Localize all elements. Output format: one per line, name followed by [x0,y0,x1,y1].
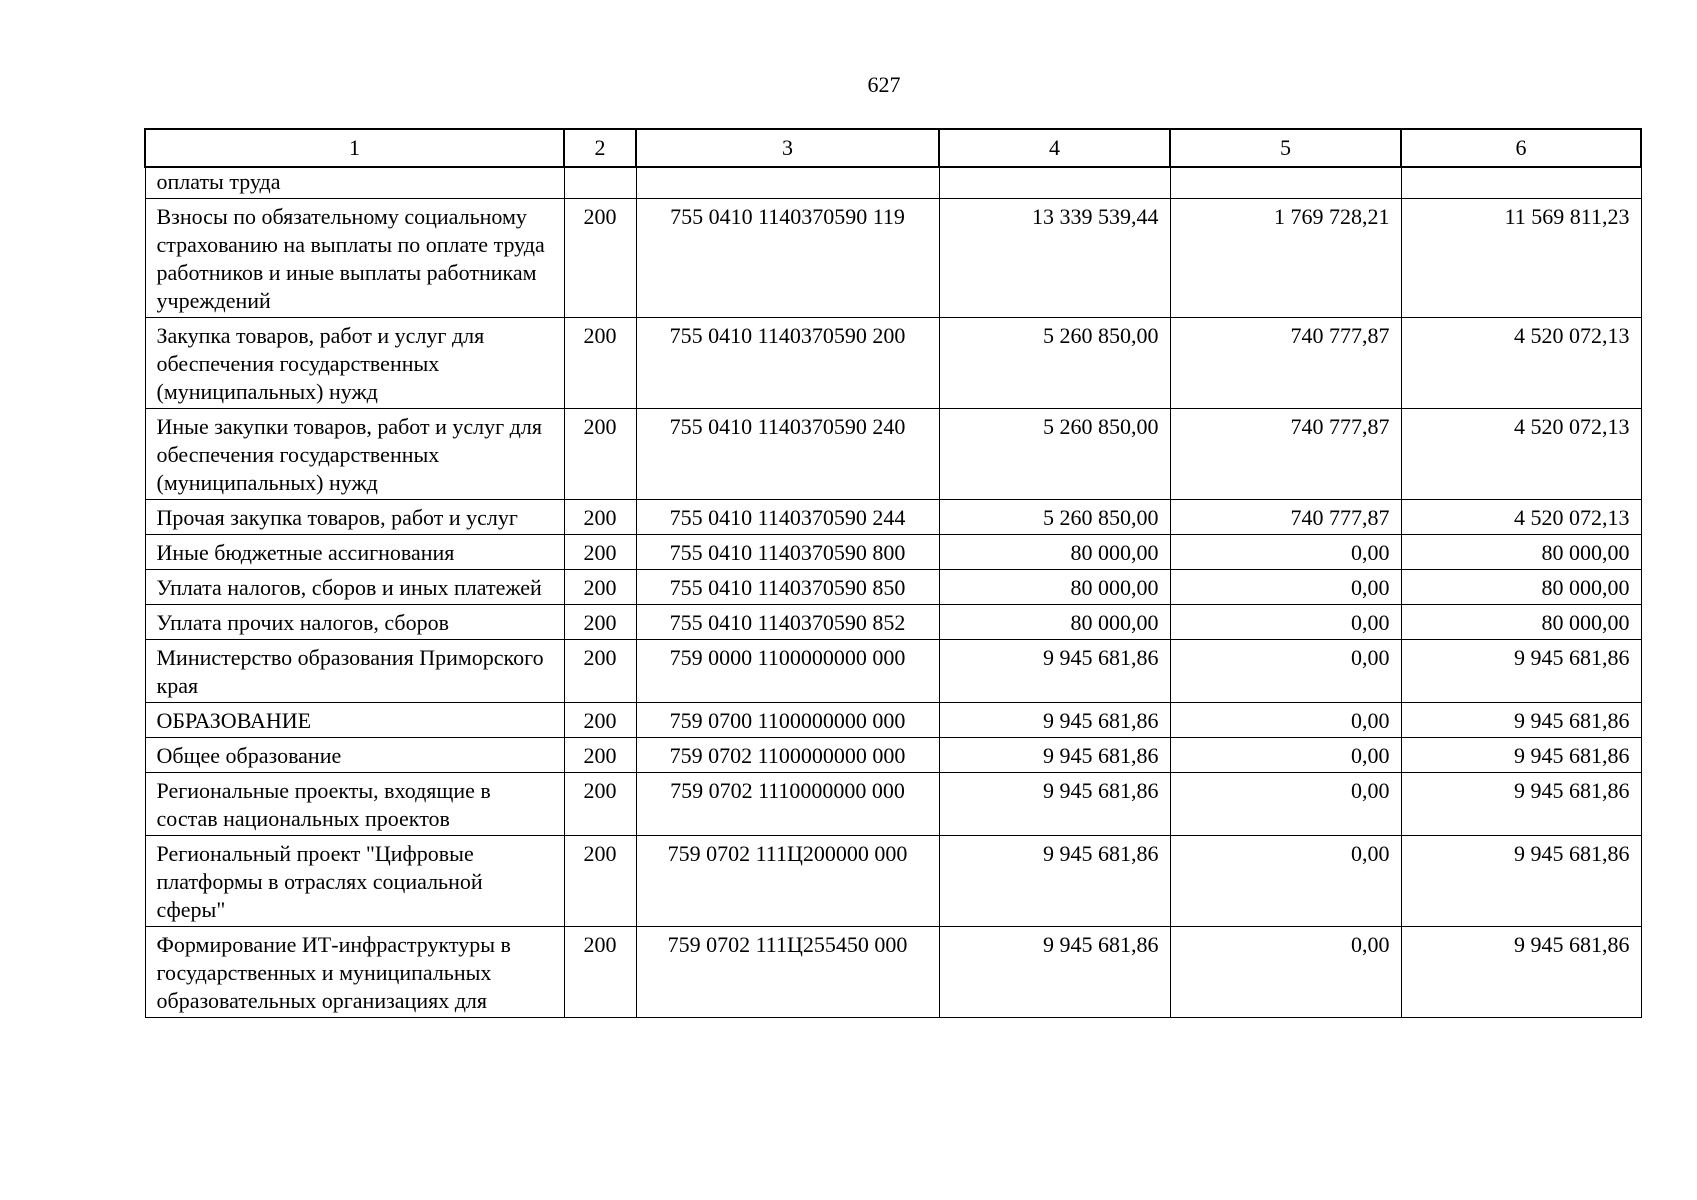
row-code: 200 [564,570,636,605]
row-value-5: 0,00 [1170,535,1401,570]
header-cell: 1 [145,129,564,167]
row-code: 200 [564,199,636,318]
row-kbk: 759 0702 1110000000 000 [636,773,939,836]
row-value-5: 0,00 [1170,927,1401,1018]
row-value-6: 11 569 811,23 [1401,199,1641,318]
header-cell: 5 [1170,129,1401,167]
row-code: 200 [564,535,636,570]
row-kbk: 755 0410 1140370590 850 [636,570,939,605]
row-name: Иные бюджетные ассигнования [145,535,564,570]
row-value-6: 80 000,00 [1401,570,1641,605]
row-name: Региональный проект "Цифровые платформы в отраслях социальной сферы" [145,836,564,927]
budget-table [144,128,1642,1018]
row-value-6: 9 945 681,86 [1401,738,1641,773]
row-code: 200 [564,927,636,1018]
row-value-5: 0,00 [1170,605,1401,640]
table-row [145,500,1641,535]
table-header-row [145,129,1641,167]
table-row [145,927,1641,1018]
row-name: Министерство образования Приморского края [145,640,564,703]
row-code: 200 [564,738,636,773]
row-kbk [636,167,939,199]
row-name: Иные закупки товаров, работ и услуг для обеспечения государственных (муниципальных) нужд [145,409,564,500]
row-code: 200 [564,605,636,640]
row-value-4: 5 260 850,00 [939,500,1170,535]
row-code: 200 [564,640,636,703]
row-kbk: 755 0410 1140370590 200 [636,318,939,409]
row-value-4: 80 000,00 [939,535,1170,570]
row-kbk: 755 0410 1140370590 119 [636,199,939,318]
row-value-6: 9 945 681,86 [1401,640,1641,703]
row-value-4: 80 000,00 [939,570,1170,605]
row-name: Закупка товаров, работ и услуг для обеспечения государственных (муниципальных) нужд [145,318,564,409]
page-number: 627 [867,72,901,97]
row-value-5: 0,00 [1170,640,1401,703]
header-cell: 6 [1401,129,1641,167]
row-value-4: 5 260 850,00 [939,318,1170,409]
row-value-4: 9 945 681,86 [939,703,1170,738]
row-value-6: 9 945 681,86 [1401,773,1641,836]
row-value-5: 0,00 [1170,738,1401,773]
row-kbk: 759 0702 111Ц200000 000 [636,836,939,927]
table-row [145,640,1641,703]
row-code: 200 [564,703,636,738]
row-value-5 [1170,167,1401,199]
row-kbk: 759 0702 111Ц255450 000 [636,927,939,1018]
row-value-6: 9 945 681,86 [1401,927,1641,1018]
table-row [145,703,1641,738]
row-value-5: 0,00 [1170,570,1401,605]
row-value-6: 9 945 681,86 [1401,836,1641,927]
row-value-6: 9 945 681,86 [1401,703,1641,738]
row-value-4: 80 000,00 [939,605,1170,640]
row-value-5: 0,00 [1170,836,1401,927]
row-code: 200 [564,409,636,500]
row-value-6: 80 000,00 [1401,535,1641,570]
row-value-6: 80 000,00 [1401,605,1641,640]
row-value-5: 740 777,87 [1170,500,1401,535]
row-code: 200 [564,318,636,409]
table-row [145,409,1641,500]
row-name: Формирование ИТ-инфраструктуры в государственных и муниципальных образовательных организациях для [145,927,564,1018]
row-code [564,167,636,199]
table-row [145,167,1641,199]
header-cell: 4 [939,129,1170,167]
row-kbk: 755 0410 1140370590 800 [636,535,939,570]
row-value-4: 5 260 850,00 [939,409,1170,500]
row-value-4: 9 945 681,86 [939,927,1170,1018]
header-cell: 2 [564,129,636,167]
row-kbk: 759 0702 1100000000 000 [636,738,939,773]
row-value-4: 9 945 681,86 [939,773,1170,836]
row-value-5: 0,00 [1170,703,1401,738]
row-kbk: 759 0700 1100000000 000 [636,703,939,738]
row-name: Взносы по обязательному социальному страхованию на выплаты по оплате труда работников и иные выплаты работникам учреждений [145,199,564,318]
table-row [145,738,1641,773]
table-row [145,605,1641,640]
row-value-4 [939,167,1170,199]
row-name: Уплата налогов, сборов и иных платежей [145,570,564,605]
row-code: 200 [564,773,636,836]
row-kbk: 759 0000 1100000000 000 [636,640,939,703]
table-row [145,570,1641,605]
row-value-4: 9 945 681,86 [939,836,1170,927]
row-kbk: 755 0410 1140370590 240 [636,409,939,500]
row-value-4: 9 945 681,86 [939,738,1170,773]
row-name: Общее образование [145,738,564,773]
header-cell: 3 [636,129,939,167]
row-kbk: 755 0410 1140370590 852 [636,605,939,640]
row-name: Прочая закупка товаров, работ и услуг [145,500,564,535]
row-name: Уплата прочих налогов, сборов [145,605,564,640]
row-code: 200 [564,836,636,927]
row-value-6 [1401,167,1641,199]
row-value-6: 4 520 072,13 [1401,409,1641,500]
row-value-4: 9 945 681,86 [939,640,1170,703]
table-row [145,836,1641,927]
table-row [145,199,1641,318]
row-value-5: 740 777,87 [1170,318,1401,409]
table-row [145,318,1641,409]
row-value-5: 1 769 728,21 [1170,199,1401,318]
row-value-5: 0,00 [1170,773,1401,836]
row-name: оплаты труда [145,167,564,199]
row-kbk: 755 0410 1140370590 244 [636,500,939,535]
row-value-6: 4 520 072,13 [1401,500,1641,535]
row-name: Региональные проекты, входящие в состав национальных проектов [145,773,564,836]
table-row [145,773,1641,836]
row-name: ОБРАЗОВАНИЕ [145,703,564,738]
table-row [145,535,1641,570]
row-value-4: 13 339 539,44 [939,199,1170,318]
row-value-5: 740 777,87 [1170,409,1401,500]
row-code: 200 [564,500,636,535]
row-value-6: 4 520 072,13 [1401,318,1641,409]
